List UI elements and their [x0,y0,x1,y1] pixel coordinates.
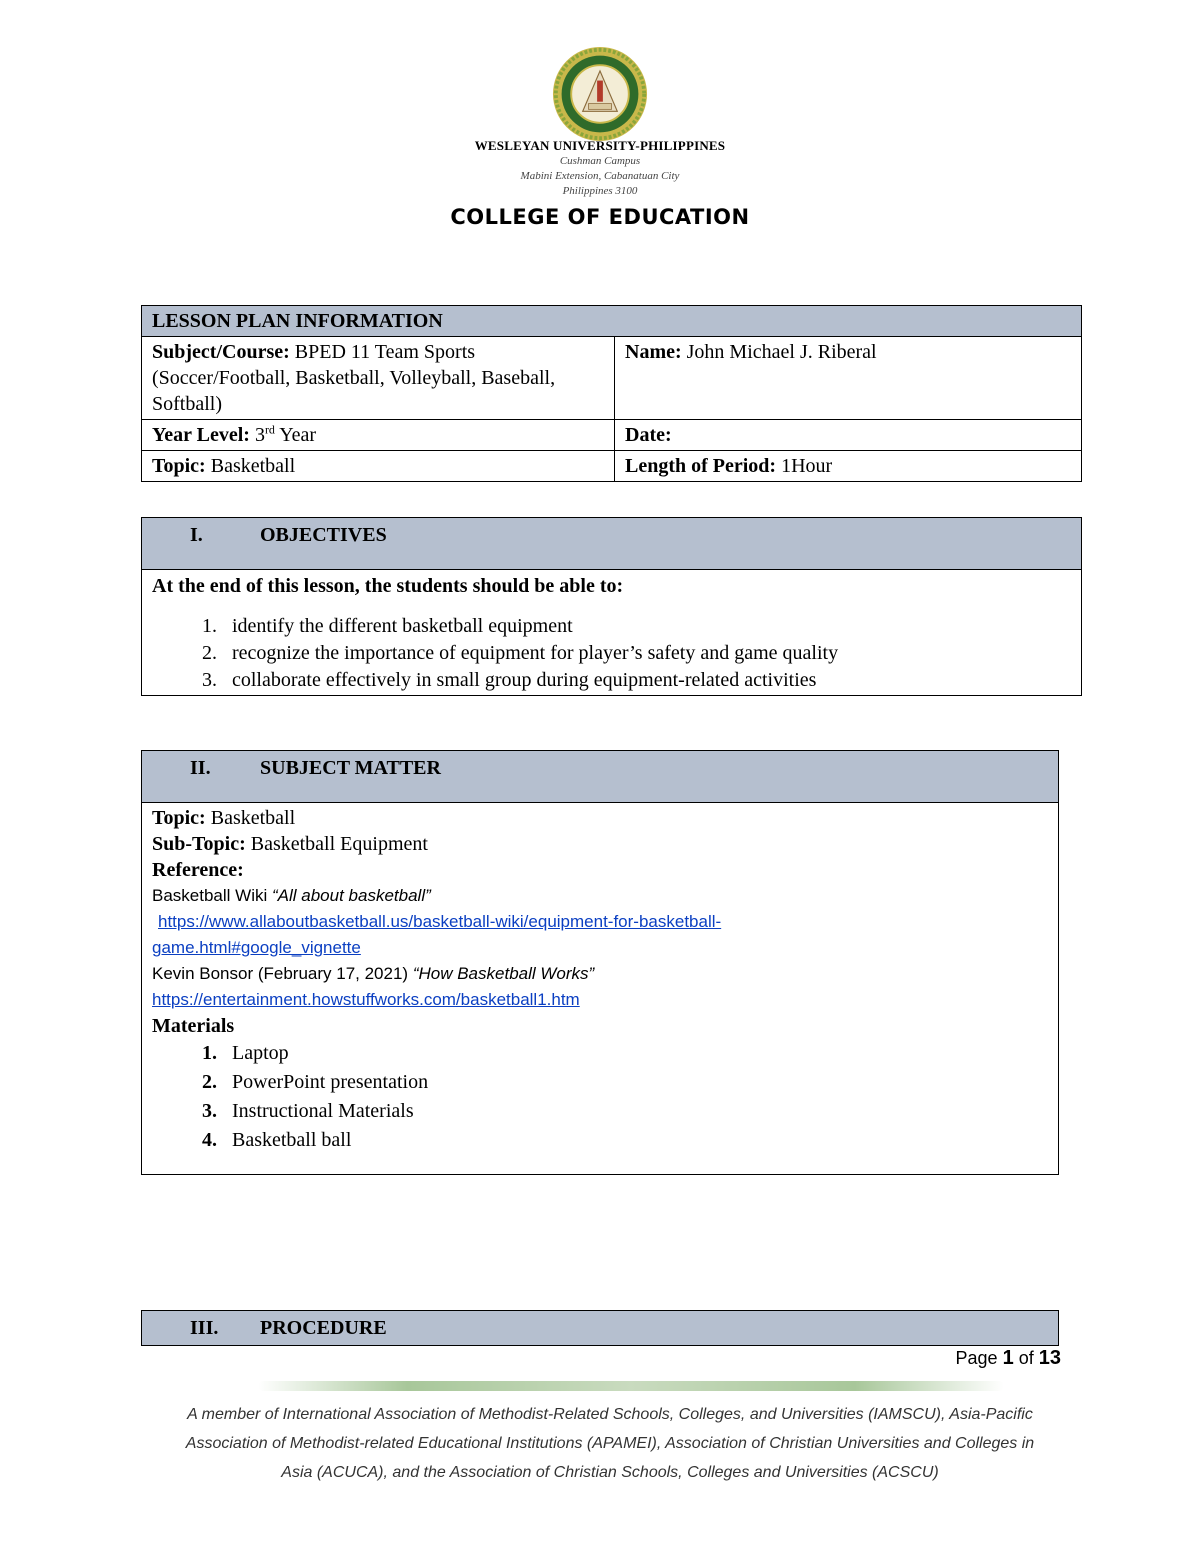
date-cell: Date: [615,420,1082,451]
list-item: 2. PowerPoint presentation [222,1068,1048,1097]
lesson-plan-info-table [141,305,1082,482]
subject-matter-header: II. SUBJECT MATTER [142,751,1059,803]
footer-affiliations: A member of International Association of Methodist-Related Schools, Colleges, and Universities (IAMSCU), Asia-Pacific Association of Methodist-related Educational Institutions (APAMEI), Association of Christian Universities and Colleges in Asia (ACUCA), and the Association of Christian Schools, Colleges and Universities (ACSCU) [185,1406,1035,1481]
reference-2: Kevin Bonsor (February 17, 2021) “How Basketball Works” [152,964,595,983]
list-item: 3. Instructional Materials [222,1097,1048,1126]
lesson-info-title: LESSON PLAN INFORMATION [142,306,1082,337]
sm-reference-label: Reference: [152,859,244,881]
reference-1-link[interactable]: https://www.allaboutbasketball.us/basketball-wiki/equipment-for-basketball- [158,912,722,931]
footer-divider [258,1381,1004,1391]
campus-line: Cushman Campus [559,155,641,167]
objectives-intro: At the end of this lesson, the students should be able to: [152,575,624,597]
length-of-period-cell: Length of Period: 1Hour [615,451,1082,482]
list-item: 4. Basketball ball [222,1126,1048,1155]
materials-label: Materials [152,1015,235,1037]
objectives-section [141,517,1082,696]
name-cell: Name: John Michael J. Riberal [615,337,1082,420]
university-seal-logo [552,46,648,142]
list-item: 2. recognize the importance of equipment for player’s safety and game quality [222,640,1071,667]
topic-cell: Topic: Basketball [142,451,615,482]
page-number: Page 1 of 13 [955,1347,1061,1369]
list-item: 1. identify the different basketball equipment [222,613,1071,640]
list-item: 1. Laptop [222,1039,1048,1068]
reference-1: Basketball Wiki “All about basketball” [152,886,431,905]
reference-2-link[interactable]: https://entertainment.howstuffworks.com/basketball1.htm [152,990,580,1009]
country-line: Philippines 3100 [562,185,638,197]
college-title: COLLEGE OF EDUCATION [450,205,750,229]
subject-matter-body [142,803,1059,1175]
year-level-cell: Year Level: 3rd Year [142,420,615,451]
sm-topic: Topic: Basketball [152,807,296,829]
procedure-section [141,1310,1059,1346]
objectives-body [142,570,1082,696]
list-item: 3. collaborate effectively in small group during equipment-related activities [222,667,1071,694]
street-line: Mabini Extension, Cabanatuan City [520,170,680,182]
reference-1-link-cont[interactable]: game.html#google_vignette [152,938,361,957]
university-name: WESLEYAN UNIVERSITY-PHILIPPINES [474,138,726,153]
procedure-header: III. PROCEDURE [142,1311,1059,1346]
subject-matter-section [141,750,1059,1175]
objectives-header: I. OBJECTIVES [142,518,1082,570]
sm-subtopic: Sub-Topic: Basketball Equipment [152,833,428,855]
subject-cell: Subject/Course: BPED 11 Team Sports (Soccer/Football, Basketball, Volleyball, Baseball, Softball) [142,337,615,420]
